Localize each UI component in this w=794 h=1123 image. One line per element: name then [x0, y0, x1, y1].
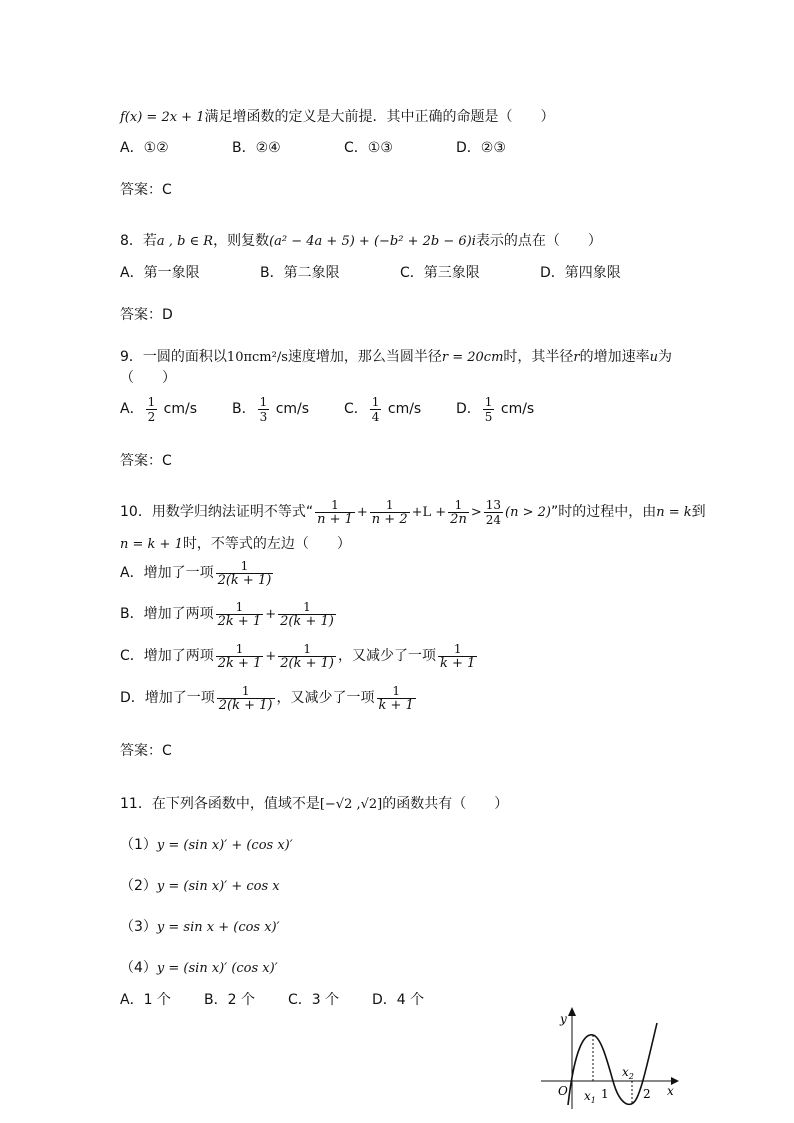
frac-num: 1: [235, 641, 244, 656]
q9-option-d-label: D．: [456, 401, 481, 417]
q10-option-c[interactable]: [120, 640, 479, 673]
q9-option-d-unit: cm/s: [500, 401, 535, 417]
x2-label-base: x: [622, 1065, 629, 1079]
q8-option-d[interactable]: D．第四象限: [540, 265, 621, 281]
q9-answer: 答案：C: [120, 453, 172, 469]
two-label: 2: [643, 1087, 651, 1101]
q9-stem: [120, 348, 672, 367]
q8-tail: 表示的点在（ ）: [475, 233, 602, 249]
frac-num: 1: [259, 394, 268, 409]
q10-ellipsis: +L +: [411, 505, 447, 520]
frac-num: 1: [484, 394, 493, 409]
q9-r: r: [573, 350, 580, 365]
q9-paren: （ ）: [120, 370, 176, 386]
q9-option-c-frac: [370, 395, 382, 424]
q11-item-1-expr: y = (sin x)′ + (cos x)′: [156, 838, 293, 853]
q10-answer: 答案：C: [120, 743, 172, 759]
q10-plus: +: [356, 505, 368, 520]
q10-option-a-frac: [216, 559, 274, 588]
q10-frac-2: [370, 498, 410, 527]
q10-option-c-frac-2: [278, 642, 336, 671]
function-graph-figure: [535, 1005, 695, 1115]
q11-item-4-expr: y = (sin x)′ (cos x)′: [156, 961, 278, 976]
q10-frac-4: [484, 498, 503, 527]
q10-nk: n = k: [656, 505, 692, 520]
q11-stem: [120, 795, 508, 814]
q8-option-b[interactable]: B．第二象限: [260, 265, 340, 281]
q10-option-b[interactable]: [120, 598, 338, 631]
q9-option-b-label: B．: [232, 401, 256, 417]
q9-options: [120, 394, 534, 424]
frac-den: 2(k + 1): [217, 572, 272, 588]
x2-label: [622, 1065, 634, 1081]
frac-den: k + 1: [440, 655, 476, 671]
y-axis-label: y: [560, 1012, 567, 1026]
x2-label-sub: 2: [628, 1072, 634, 1081]
frac-den: 24: [485, 512, 502, 527]
q11-item-2-expr: y = (sin x)′ + cos x: [156, 879, 280, 894]
q10-nk1: n = k + 1: [120, 537, 183, 552]
frac-num: 1: [385, 497, 394, 512]
q9-rate: 10πcm²/s: [226, 350, 288, 365]
q7-options: [120, 139, 506, 157]
q9-option-c[interactable]: [344, 394, 456, 424]
q10-option-b-plus: +: [265, 607, 277, 622]
frac-den: 2: [147, 409, 156, 424]
q10-option-b-text: B．增加了两项: [120, 606, 214, 622]
q9-option-a-frac: [146, 395, 158, 424]
q11-item-2: [120, 877, 280, 896]
q9-t4: 的增加速率: [579, 349, 650, 365]
q11-option-d[interactable]: D．4 个: [372, 992, 425, 1008]
q9-option-b-frac: [258, 395, 270, 424]
frac-den: 5: [484, 409, 493, 424]
frac-num: 1: [240, 558, 249, 573]
q11-item-3-label: （3）: [120, 919, 157, 935]
q11-option-b[interactable]: B．2 个: [204, 992, 255, 1008]
q9-option-d-frac: [483, 395, 495, 424]
q10-option-b-frac-2: [278, 600, 336, 629]
q11-item-4: [120, 959, 278, 978]
frac-den: n + 1: [317, 511, 353, 527]
q8-option-c[interactable]: C．第三象限: [400, 265, 480, 281]
q10-t3: 到: [691, 504, 706, 520]
origin-label: O: [558, 1084, 568, 1098]
q8-answer: 答案：D: [120, 307, 173, 323]
q7-premise-math: f(x) = 2x + 1: [120, 110, 205, 125]
frac-num: 1: [454, 497, 463, 512]
q10-option-c-text: C．增加了两项: [120, 648, 214, 664]
frac-num: 1: [241, 683, 250, 698]
frac-num: 1: [453, 641, 462, 656]
q11-options: [120, 991, 424, 1009]
q9-option-b-unit: cm/s: [275, 401, 310, 417]
x1-label-base: x: [584, 1089, 591, 1103]
y-axis-arrow: [568, 1007, 576, 1016]
q11-item-2-label: （2）: [120, 878, 157, 894]
frac-num: 1: [303, 599, 311, 614]
q10-t2: ”时的过程中，由: [550, 504, 657, 520]
frac-num: 1: [235, 599, 244, 614]
frac-num: 13: [485, 497, 502, 512]
q7-line: [120, 108, 554, 127]
q11-item-1-label: （1）: [120, 837, 157, 853]
frac-num: 1: [331, 497, 339, 512]
q11-item-4-label: （4）: [120, 960, 157, 976]
q10-stem-line2: [120, 535, 351, 554]
frac-num: 1: [147, 394, 156, 409]
q9-option-a[interactable]: [120, 394, 232, 424]
q9-radius: r = 20cm: [441, 350, 504, 365]
q10-option-c-mid: ，又减少了一项: [338, 648, 436, 664]
frac-num: 1: [392, 683, 400, 698]
q10-gt: >: [470, 505, 482, 520]
q8-stem: [120, 232, 602, 251]
q7-premise-text: 满足增函数的定义是大前提．其中正确的命题是（ ）: [204, 109, 555, 125]
q7-option-c[interactable]: C．①③: [344, 140, 393, 156]
q11-t1: 11．在下列各函数中，值域不是: [120, 796, 320, 812]
q10-frac-1: [315, 498, 355, 527]
q9-option-c-label: C．: [344, 401, 368, 417]
frac-den: 2k + 1: [217, 613, 262, 629]
frac-den: k + 1: [378, 697, 414, 713]
q9-u: u: [649, 350, 659, 365]
q9-t5: 为: [658, 349, 673, 365]
q11-item-3-expr: y = sin x + (cos x)′: [156, 920, 280, 935]
q10-option-c-plus: +: [265, 649, 277, 664]
q9-option-a-label: A．: [120, 401, 144, 417]
q10-option-d-text: D．增加了一项: [120, 690, 215, 706]
q9-t3: 时，其半径: [503, 349, 574, 365]
frac-num: 1: [303, 641, 311, 656]
q8-vars: a , b ∈ R: [156, 234, 214, 249]
q10-option-c-frac-3: [438, 642, 477, 671]
frac-num: 1: [371, 394, 380, 409]
q10-option-d-mid: ，又减少了一项: [276, 690, 375, 706]
q7-option-d[interactable]: D．②③: [456, 140, 506, 156]
frac-den: 2k + 1: [217, 655, 262, 671]
q8-expr: (a² − 4a + 5) + (−b² + 2b − 6)i: [269, 234, 476, 249]
x1-label: [584, 1089, 596, 1105]
q8-option-a[interactable]: A．第一象限: [120, 265, 200, 281]
frac-den: 4: [371, 409, 380, 424]
q9-option-d[interactable]: [456, 394, 534, 424]
q10-frac-3: [448, 498, 469, 527]
q10-option-b-frac-1: [216, 600, 264, 629]
frac-den: n + 2: [371, 511, 408, 527]
q8-options: [120, 264, 621, 282]
frac-den: 2(k + 1): [280, 655, 334, 671]
frac-den: 2(k + 1): [218, 697, 273, 713]
x1-label-sub: 1: [590, 1096, 596, 1105]
x-axis-label: x: [667, 1084, 674, 1098]
q9-option-b[interactable]: [232, 394, 344, 424]
frac-den: 2(k + 1): [280, 613, 334, 629]
q10-option-a-text: A．增加了一项: [120, 565, 214, 581]
q10-t4: 时，不等式的左边（ ）: [182, 536, 351, 552]
q7-option-a[interactable]: A．①②: [120, 140, 169, 156]
q10-option-c-frac-1: [216, 642, 264, 671]
q8-mid: ，则复数: [213, 233, 270, 249]
q9-t1: 9．一圆的面积以: [120, 349, 227, 365]
q7-option-b[interactable]: B．②④: [232, 140, 281, 156]
q8-lead: 8．若: [120, 233, 157, 249]
one-label: 1: [601, 1087, 609, 1101]
q11-item-3: [120, 918, 280, 937]
frac-den: 2n: [450, 511, 467, 527]
q11-option-a[interactable]: A．1 个: [120, 992, 171, 1008]
q11-option-c[interactable]: C．3 个: [288, 992, 340, 1008]
q9-option-a-unit: cm/s: [163, 401, 198, 417]
q11-item-1: [120, 836, 293, 855]
q10-stem: [120, 496, 706, 529]
q10-option-d[interactable]: [120, 682, 418, 714]
q9-option-c-unit: cm/s: [387, 401, 422, 417]
frac-den: 3: [259, 409, 268, 424]
q9-t2: 速度增加，那么当圆半径: [287, 349, 442, 365]
q7-answer: 答案：C: [120, 182, 172, 198]
q11-t2: 的函数共有（ ）: [382, 796, 509, 812]
q10-option-d-frac-2: [377, 684, 416, 713]
q10-cond: (n > 2): [505, 505, 551, 520]
q10-t1: 10．用数学归纳法证明不等式“: [120, 504, 314, 520]
q10-option-a[interactable]: [120, 557, 275, 589]
q11-range: [−√2 ,√2]: [319, 797, 383, 812]
q10-option-d-frac-1: [217, 684, 275, 713]
